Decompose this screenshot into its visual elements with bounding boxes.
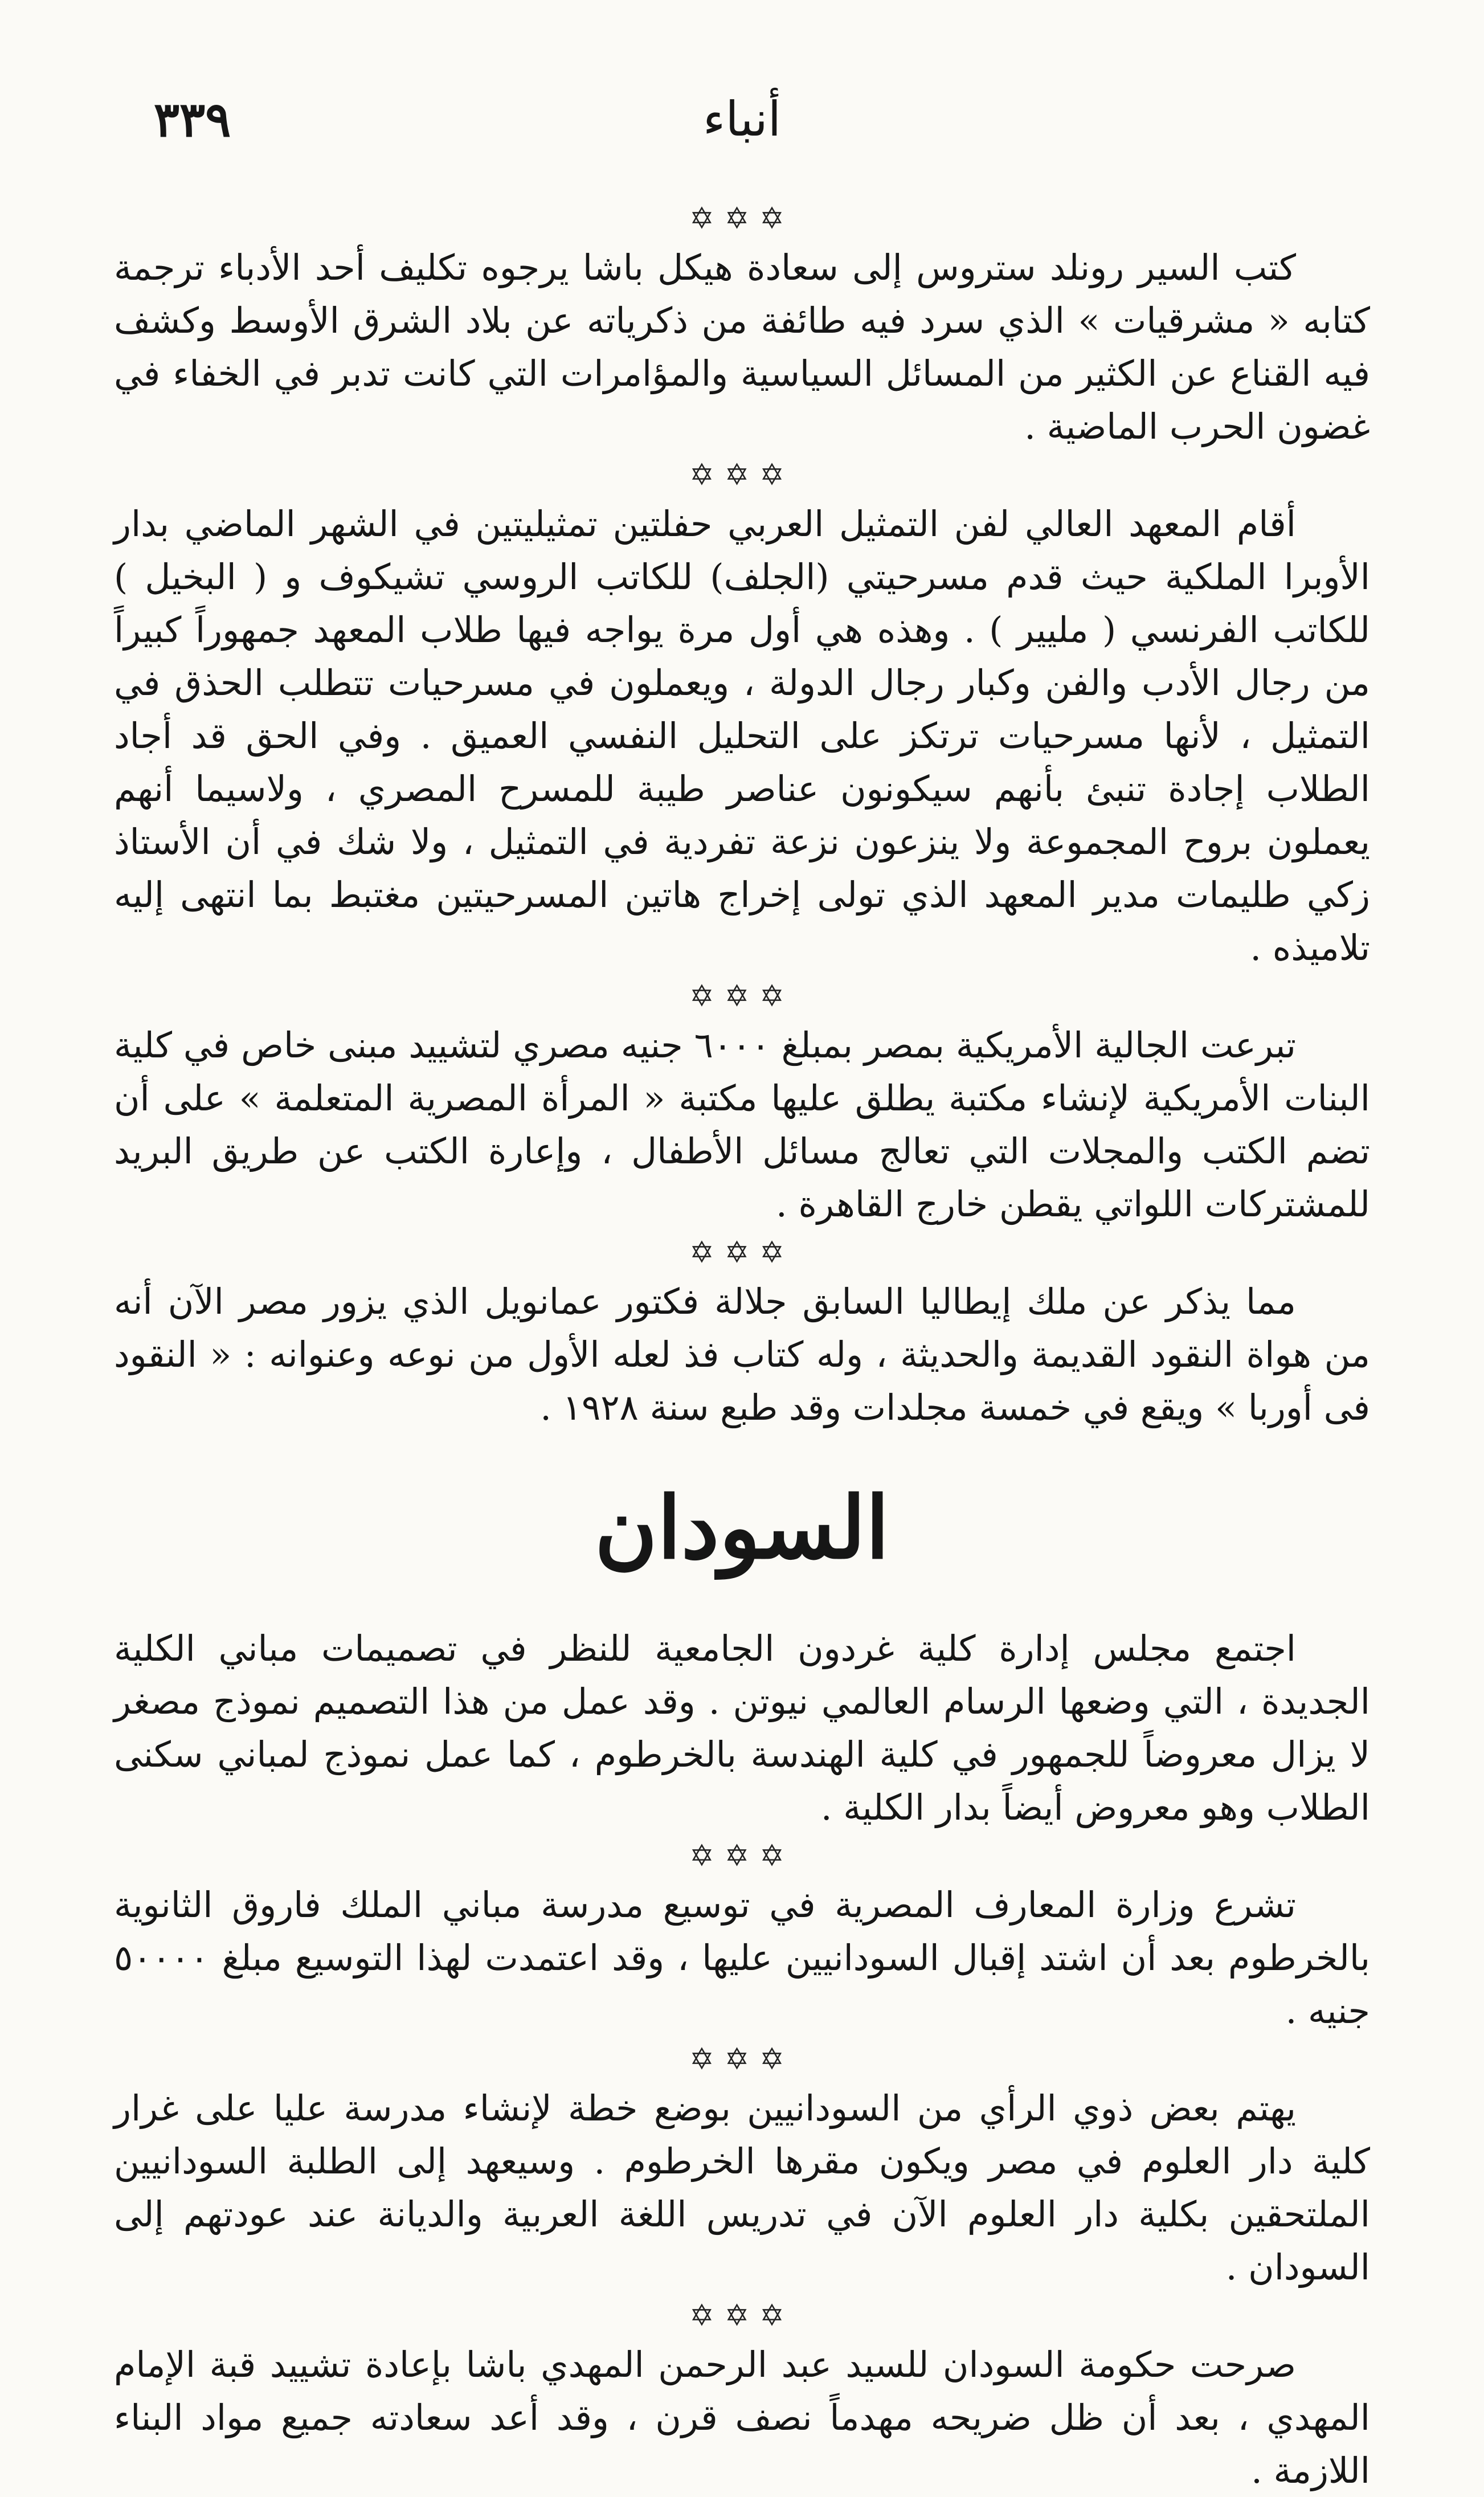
page-content	[114, 197, 1370, 2497]
star-separator: ✡✡✡	[689, 2299, 795, 2333]
star-separator: ✡✡✡	[689, 1839, 795, 1873]
star-separator: ✡✡✡	[689, 979, 795, 1013]
section-title: السودان	[594, 1478, 890, 1578]
sudan-paragraph: صرحت حكومة السودان للسيد عبد الرحمن المهدي باشا بإعادة تشييد قبة الإمام المهدي ، بعد أن ظل ضريحه مهدماً نصف قرن ، وقد أعد سعادته جميع مواد البناء اللازمة .	[114, 2344, 1370, 2491]
news-paragraph: كتب السير رونلد ستروس إلى سعادة هيكل باشا يرجوه تكليف أحد الأدباء ترجمة كتابه « مشرقيات » الذي سرد فيه طائفة من ذكرياته عن بلاد الشرق الأوسط وكشف فيه القناع عن الكثير من المسائل السياسية والمؤامرات التي كانت تدبر في الخفاء في غضون الحرب الماضية .	[114, 247, 1370, 447]
news-paragraph: مما يذكر عن ملك إيطاليا السابق جلالة فكتور عمانويل الذي يزور مصر الآن أنه من هواة النقود القديمة والحديثة ، وله كتاب فذ لعله الأول من نوعه وعنوانه : « النقود فى أوربا » ويقع في خمسة مجلدات وقد طبع سنة ١٩٢٨ .	[114, 1281, 1370, 1428]
page-number: ٣٣٩	[154, 91, 231, 148]
news-paragraph: أقام المعهد العالي لفن التمثيل العربي حفلتين تمثيليتين في الشهر الماضي بدار الأوبرا الملكية حيث قدم مسرحيتي (الجلف) للكاتب الروسي تشيكوف و ( البخيل ) للكاتب الفرنسي ( مليير ) . وهذه هي أول مرة يواجه فيها طلاب المعهد جمهوراً كبيراً من رجال الأدب والفن وكبار رجال الدولة ، ويعملون في مسرحيات تتطلب الحذق في التمثيل ، لأنها مسرحيات ترتكز على التحليل النفسي العميق . وفي الحق قد أجاد الطلاب إجادة تنبئ بأنهم سيكونون عناصر طيبة للمسرح المصري ، ولاسيما أنهم يعملون بروح المجموعة ولا ينزعون نزعة تفردية في التمثيل ، ولا شك في أن الأستاذ زكي طليمات مدير المعهد الذي تولى إخراج هاتين المسرحيتين مغتبط بما انتهى إليه تلاميذه .	[114, 503, 1371, 968]
star-separator: ✡✡✡	[689, 458, 795, 492]
star-separator: ✡✡✡	[689, 1236, 795, 1270]
star-separator: ✡✡✡	[689, 202, 795, 236]
running-head	[120, 85, 1364, 148]
star-separator: ✡✡✡	[689, 2042, 795, 2077]
sudan-paragraph: اجتمع مجلس إدارة كلية غردون الجامعية للنظر في تصميمات مباني الكلية الجديدة ، التي وضعها الرسام العالمي نيوتن . وقد عمل من هذا التصميم نموذج مصغر لا يزال معروضاً للجمهور في كلية الهندسة بالخرطوم ، كما عمل نموذج لمباني سكنى الطلاب وهو معروض أيضاً بدار الكلية .	[114, 1628, 1370, 1828]
sudan-paragraph: يهتم بعض ذوي الرأي من السودانيين بوضع خطة لإنشاء مدرسة عليا على غرار كلية دار العلوم في مصر ويكون مقرها الخرطوم . وسيعهد إلى الطلبة السودانيين الملتحقين بكلية دار العلوم الآن في تدريس اللغة العربية والديانة عند عودتهم إلى السودان .	[114, 2087, 1370, 2288]
news-paragraph: تبرعت الجالية الأمريكية بمصر بمبلغ ٦٠٠٠ جنيه مصري لتشييد مبنى خاص في كلية البنات الأمريكية لإنشاء مكتبة يطلق عليها مكتبة « المرأة المصرية المتعلمة » على أن تضم الكتب والمجلات التي تعالج مسائل الأطفال ، وإعارة الكتب عن طريق البريد للمشتركات اللواتي يقطن خارج القاهرة .	[114, 1024, 1370, 1225]
sudan-paragraph: تشرع وزارة المعارف المصرية في توسيع مدرسة مباني الملك فاروق الثانوية بالخرطوم بعد أن اشتد إقبال السودانيين عليها ، وقد اعتمدت لهذا التوسيع مبلغ ٥٠٠٠٠ جنيه .	[114, 1884, 1370, 2032]
running-title: أنباء	[702, 91, 782, 147]
